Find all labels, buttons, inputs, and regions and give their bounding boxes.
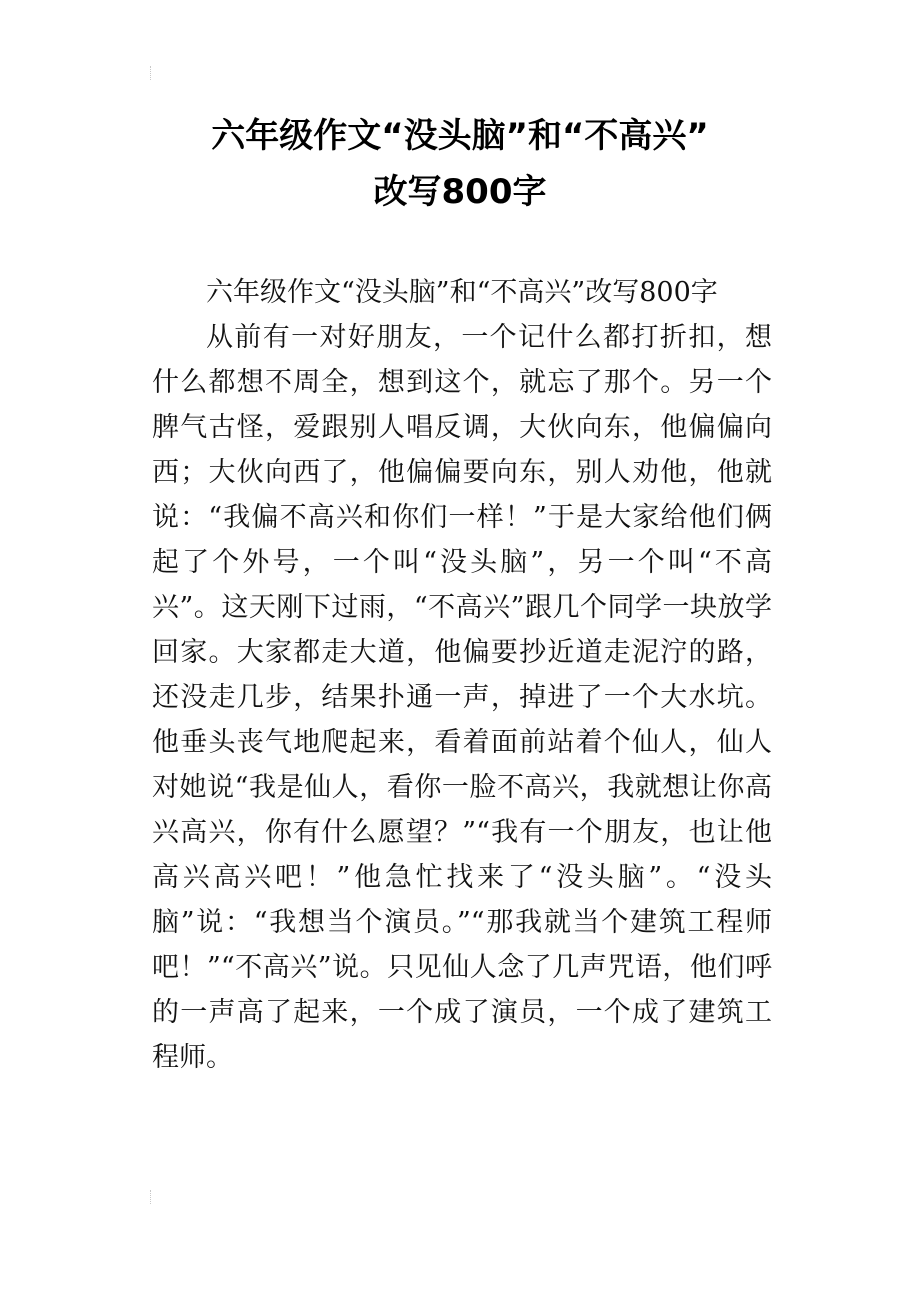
document-title [120, 108, 800, 220]
corner-crop-mark [150, 66, 155, 80]
title-line-2: 改写800字 [373, 172, 547, 212]
story-paragraph: 从前有一对好朋友，一个记什么都打折扣，想什么都想不周全，想到这个，就忘了那个。另一个脾气古怪，爱跟别人唱反调，大伙向东，他偏偏向西；大伙向西了，他偏偏要向东，别人劝他，他就说：“我偏不高兴和你们一样！”于是大家给他们俩起了个外号，一个叫“没头脑”，另一个叫“不高兴”。这天刚下过雨，“不高兴”跟几个同学一块放学回家。大家都走大道，他偏要抄近道走泥泞的路，还没走几步，结果扑通一声，掉进了一个大水坑。他垂头丧气地爬起来，看着面前站着个仙人，仙人对她说“我是仙人，看你一脸不高兴，我就想让你高兴高兴，你有什么愿望？”“我有一个朋友，也让他高兴高兴吧！”他急忙找来了“没头脑”。“没头脑”说：“我想当个演员。”“那我就当个建筑工程师吧！”“不高兴”说。只见仙人念了几声咒语，他们呼的一声高了起来，一个成了演员，一个成了建筑工程师。 [152, 322, 772, 1073]
title-line-1: 六年级作文“没头脑”和“不高兴” [211, 116, 709, 156]
corner-crop-mark [150, 1190, 155, 1204]
document-body [152, 270, 772, 1080]
subtitle-paragraph: 六年级作文“没头脑”和“不高兴”改写800字 [206, 277, 718, 308]
